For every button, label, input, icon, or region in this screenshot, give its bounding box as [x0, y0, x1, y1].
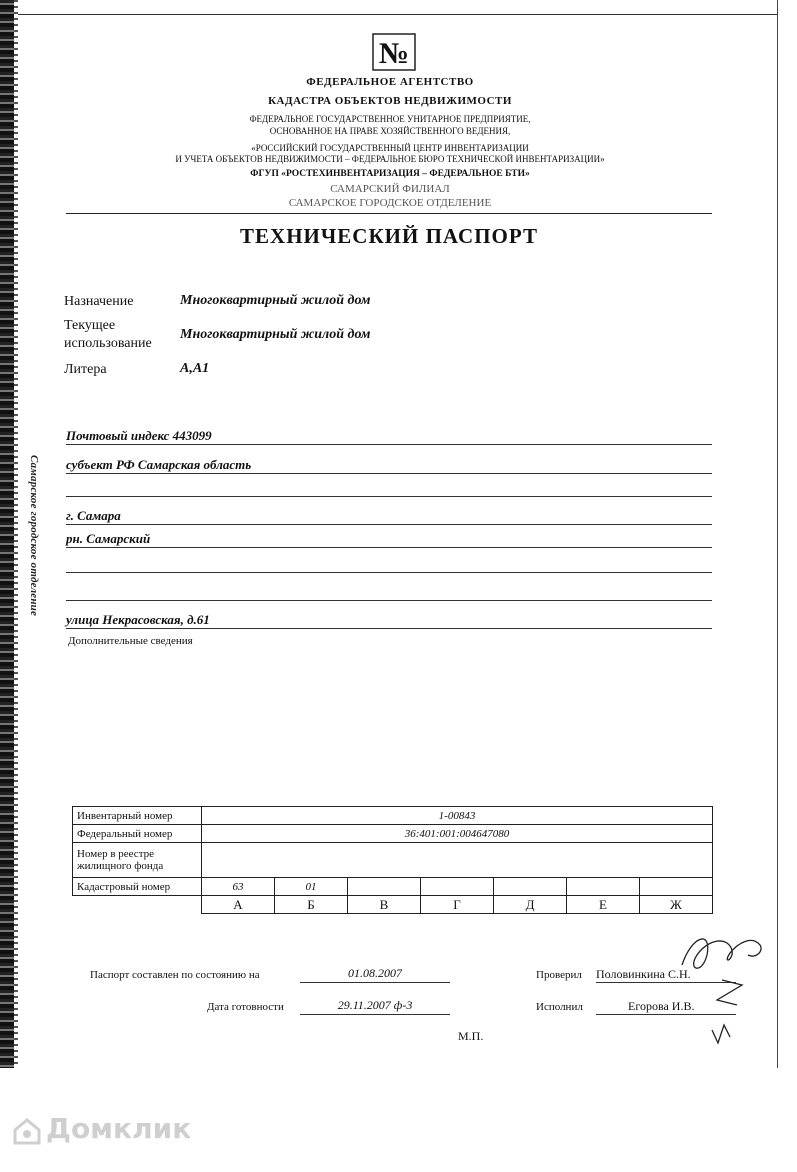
header-line-7: ФГУП «РОСТЕХИНВЕНТАРИЗАЦИЯ – ФЕДЕРАЛЬНОЕ БТИ» — [250, 169, 530, 179]
cadastral-cell — [494, 878, 567, 896]
header-line-6: И УЧЕТА ОБЪЕКТОВ НЕДВИЖИМОСТИ – ФЕДЕРАЛЬНОЕ БЮРО ТЕХНИЧЕСКОЙ ИНВЕНТАРИЗАЦИИ» — [175, 154, 605, 164]
page-title: ТЕХНИЧЕСКИЙ ПАСПОРТ — [240, 224, 538, 248]
cadastral-letter: Ж — [640, 896, 713, 914]
seal-place: М.П. — [458, 1029, 484, 1043]
signature-line — [300, 982, 450, 983]
header-line-3: ФЕДЕРАЛЬНОЕ ГОСУДАРСТВЕННОЕ УНИТАРНОЕ ПРЕДПРИЯТИЕ, — [249, 114, 531, 124]
cadastral-letter: Д — [494, 896, 567, 914]
cadastral-label: Кадастровый номер — [73, 878, 202, 896]
registry-table — [72, 806, 713, 914]
cadastral-cell: 63 — [202, 878, 275, 896]
right-border — [777, 0, 778, 1068]
side-stamp — [28, 455, 48, 675]
cadastral-cell — [421, 878, 494, 896]
address-street: улица Некрасовская, д.61 — [66, 612, 210, 627]
table-row — [73, 825, 713, 843]
address-district: рн. Самарский — [66, 531, 151, 546]
table-row — [73, 896, 713, 914]
address-subject: субъект РФ Самарская область — [66, 457, 252, 472]
watermark: Домклик — [46, 1112, 192, 1145]
signature-line — [300, 1014, 450, 1015]
housing-registry-value — [202, 843, 713, 878]
header-branch: САМАРСКИЙ ФИЛИАЛ — [330, 183, 450, 195]
purpose-value: Многоквартирный жилой дом — [180, 293, 371, 308]
inventory-value: 1-00843 — [202, 807, 713, 825]
header-department: САМАРСКОЕ ГОРОДСКОЕ ОТДЕЛЕНИЕ — [288, 197, 492, 209]
additional-info-label: Дополнительные сведения — [68, 635, 193, 647]
address-line — [66, 496, 712, 497]
cadastral-letter: Б — [275, 896, 348, 914]
numero-emblem — [371, 32, 417, 72]
header-line-5: «РОССИЙСКИЙ ГОСУДАРСТВЕННЫЙ ЦЕНТР ИНВЕНТАРИЗАЦИИ — [251, 143, 529, 153]
ready-date-label: Дата готовности — [207, 1001, 284, 1013]
current-use-value: Многоквартирный жилой дом — [180, 327, 371, 342]
address-line — [66, 524, 712, 525]
executed-label: Исполнил — [536, 1001, 583, 1013]
domclick-logo-icon — [12, 1116, 42, 1146]
housing-label-2: жилищного фонда — [77, 860, 164, 872]
inventory-label: Инвентарный номер — [73, 807, 202, 825]
cadastral-letter: В — [348, 896, 421, 914]
purpose-label: Назначение — [64, 294, 134, 309]
handwritten-signature — [672, 925, 772, 1055]
address-line — [66, 444, 712, 445]
table-row — [73, 878, 713, 896]
header-line-2: КАДАСТРА ОБЪЕКТОВ НЕДВИЖИМОСТИ — [268, 95, 512, 107]
cadastral-letter: А — [202, 896, 275, 914]
cadastral-letter: Г — [421, 896, 494, 914]
housing-label-1: Номер в реестре — [77, 848, 155, 860]
cadastral-letter: Е — [567, 896, 640, 914]
address-line — [66, 600, 712, 601]
cadastral-cell: 01 — [275, 878, 348, 896]
cadastral-cell — [567, 878, 640, 896]
address-postal: Почтовый индекс 443099 — [66, 428, 212, 443]
state-date-value: 01.08.2007 — [348, 966, 402, 980]
housing-registry-label — [73, 843, 202, 878]
table-row — [73, 843, 713, 878]
scan-edge — [0, 0, 14, 1068]
address-line — [66, 572, 712, 573]
table-row — [73, 807, 713, 825]
cadastral-cell — [640, 878, 713, 896]
numero-symbol: № — [378, 37, 410, 70]
cadastral-cell — [348, 878, 421, 896]
federal-value: 36:401:001:004647080 — [202, 825, 713, 843]
checked-name: Половинкина С.Н. — [596, 967, 691, 981]
ready-date-value: 29.11.2007 ф-3 — [337, 998, 413, 1012]
federal-label: Федеральный номер — [73, 825, 202, 843]
state-date-label: Паспорт составлен по состоянию на — [90, 969, 260, 981]
address-city: г. Самара — [66, 508, 121, 523]
address-line — [66, 547, 712, 548]
address-line — [66, 473, 712, 474]
current-use-label: Текущее — [64, 318, 116, 333]
litera-value: А,А1 — [180, 361, 210, 376]
current-use-label-2: использование — [64, 336, 152, 351]
side-stamp-text: Самарское городское отделение — [28, 455, 40, 617]
title-rule — [66, 213, 712, 214]
scan-edge-shadow — [14, 0, 18, 1068]
header-line-4: ОСНОВАННОЕ НА ПРАВЕ ХОЗЯЙСТВЕННОГО ВЕДЕНИЯ, — [269, 126, 511, 136]
header-line-1: ФЕДЕРАЛЬНОЕ АГЕНТСТВО — [306, 76, 474, 88]
address-line — [66, 628, 712, 629]
executed-name: Егорова И.В. — [628, 999, 695, 1013]
checked-label: Проверил — [536, 969, 582, 981]
top-border — [18, 14, 778, 15]
litera-label: Литера — [64, 362, 107, 377]
